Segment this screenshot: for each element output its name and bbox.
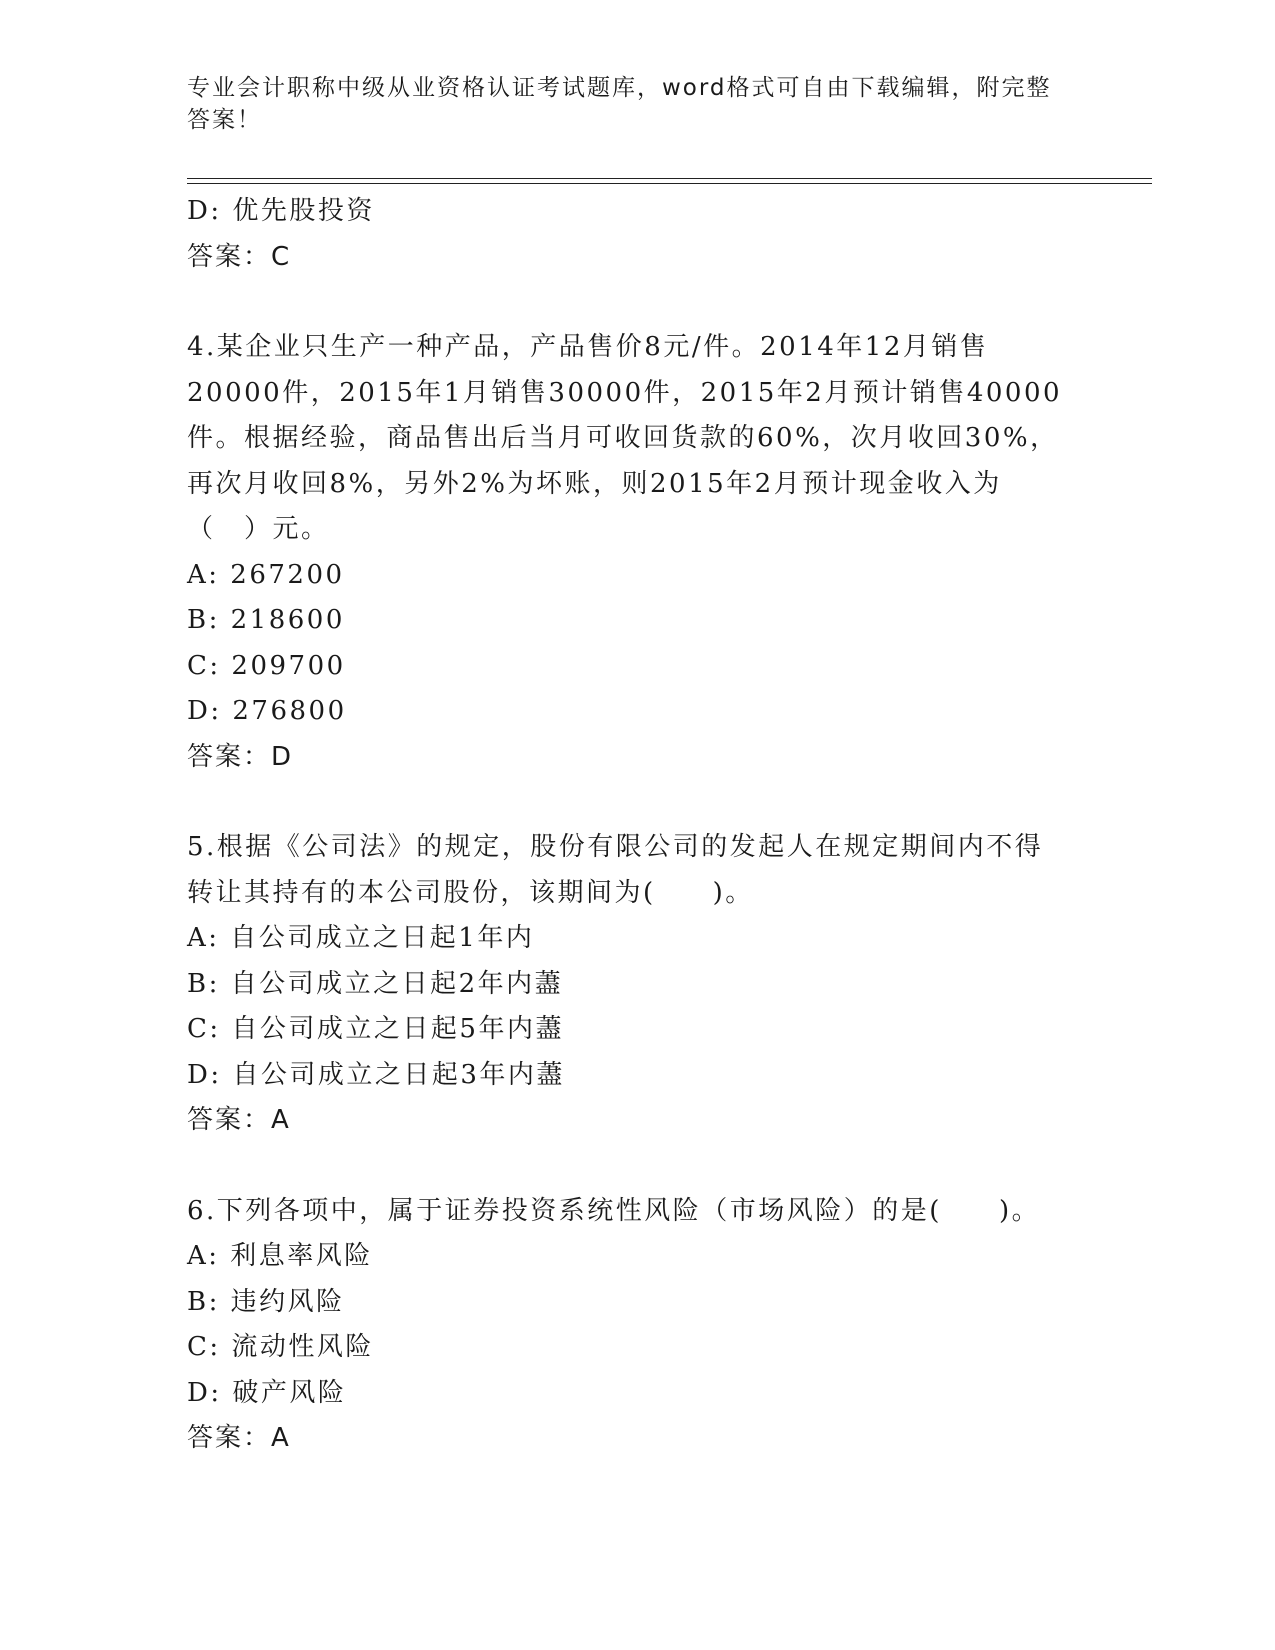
- option-b: B: 218600: [187, 605, 345, 635]
- answer: 答案：A: [187, 1105, 291, 1135]
- option-d: D: 优先股投资: [187, 196, 375, 226]
- document-body: [187, 189, 1067, 1462]
- question-6: [187, 1189, 1067, 1462]
- question-text: 6.下列各项中，属于证券投资系统性风险（市场风险）的是( )。: [187, 1195, 1041, 1226]
- option-a: A: 267200: [187, 559, 345, 590]
- question-5: [187, 825, 1067, 1144]
- option-b: B: 违约风险: [187, 1286, 345, 1317]
- option-d: D: 自公司成立之日起3年内藎: [187, 1059, 565, 1090]
- option-d: D: 276800: [187, 696, 347, 726]
- option-c: C: 流动性风险: [187, 1332, 374, 1362]
- answer: 答案：A: [187, 1423, 291, 1453]
- option-c: C: 209700: [187, 650, 346, 681]
- option-a: A: 自公司成立之日起1年内: [187, 923, 535, 953]
- answer: 答案：D: [187, 741, 294, 772]
- question-4: [187, 325, 1067, 780]
- answer: 答案：C: [187, 241, 292, 272]
- header-divider-bottom: [187, 183, 1152, 184]
- header-divider-top: [187, 178, 1152, 179]
- option-c: C: 自公司成立之日起5年内藎: [187, 1014, 564, 1044]
- question-text: 5.根据《公司法》的规定，股份有限公司的发起人在规定期间内不得转让其持有的本公司股份，该期间为( )。: [187, 832, 1044, 908]
- question-text: 4.某企业只生产一种产品，产品售价8元/件。2014年12月销售20000件，2015年1月销售30000件，2015年2月预计销售40000件。根据经验，商品售出后当月可收回货款的60%，次月收回30%，再次月收回8%，另外2%为坏账，则2015年2月预计现金收入为（ ）元。: [187, 332, 1063, 544]
- page-header: 专业会计职称中级从业资格认证考试题库，word格式可自由下载编辑，附完整答案！: [187, 75, 1052, 133]
- option-a: A: 利息率风险: [187, 1241, 373, 1271]
- option-b: B: 自公司成立之日起2年内藎: [187, 968, 564, 999]
- option-d: D: 破产风险: [187, 1377, 347, 1408]
